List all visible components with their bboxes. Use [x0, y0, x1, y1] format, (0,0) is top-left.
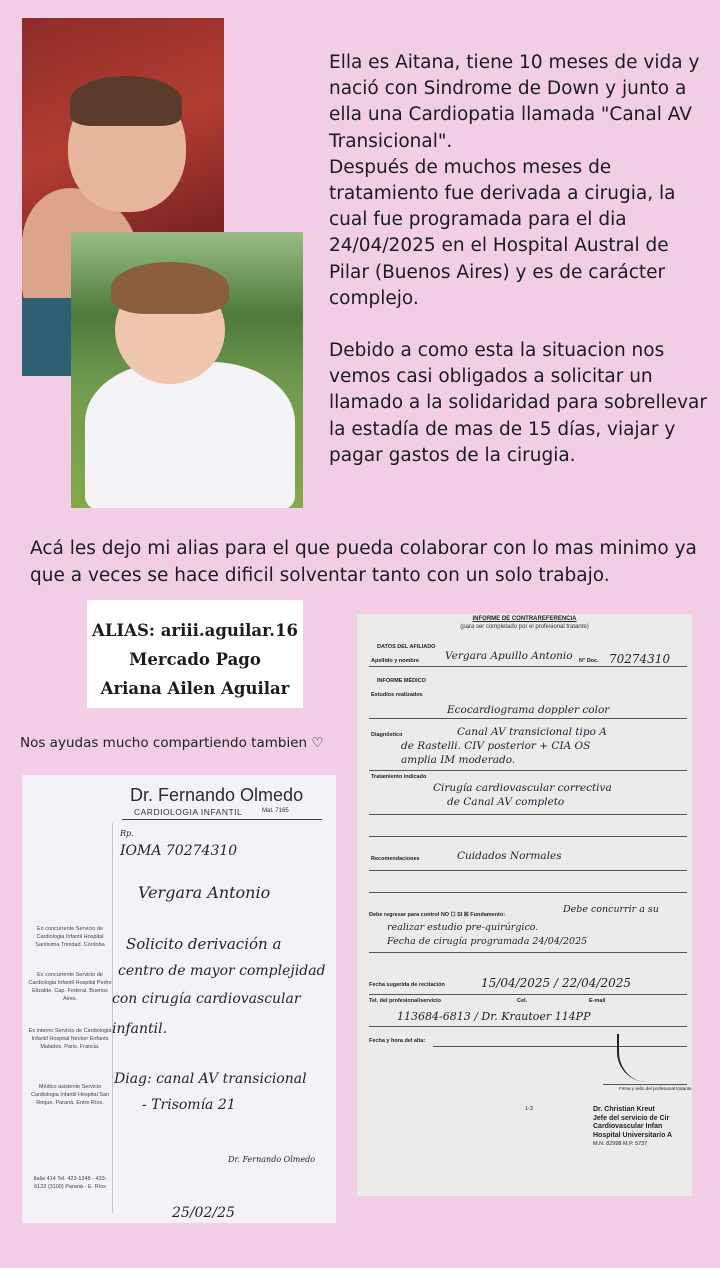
- rx-patient: Vergara Antonio: [138, 883, 271, 902]
- header-rule: [122, 819, 322, 820]
- alias-card: [87, 600, 303, 708]
- label-tratamiento: Tratamiento indicado: [371, 774, 427, 780]
- rx-diagnosis: Diag: canal AV transicional: [114, 1071, 307, 1087]
- rx-line: centro de mayor complejidad: [118, 963, 326, 979]
- label-afiliado: DATOS DEL AFILIADO: [377, 644, 436, 650]
- value-recom: Cuidados Normales: [457, 850, 562, 862]
- rx-label: Rp.: [120, 829, 134, 838]
- value-diag: de Rastelli. CIV posterior + CIA OS: [401, 740, 591, 752]
- value-fechas: 15/04/2025 / 22/04/2025: [481, 976, 631, 990]
- alias-value: ALIAS: ariii.aguilar.16: [92, 621, 298, 640]
- value-tel: 113684-6813 / Dr. Krautoer 114PP: [397, 1010, 591, 1023]
- share-text: Nos ayudas mucho compartiendo tambien ♡: [20, 735, 324, 751]
- signature-mark: [617, 1034, 687, 1082]
- page-number: 1-3: [525, 1106, 533, 1112]
- prescription-doctor: Dr. Fernando Olmedo: [130, 785, 304, 805]
- prescription-matricula: Mat. 7165: [262, 808, 289, 814]
- side-note: Médico asistente Servicio Cardiologia Infantil Hospital San Roque. Paraná. Entre Ríos.: [30, 1084, 110, 1106]
- label-estudios: Estudios realizados: [371, 692, 423, 698]
- prescription-document: [22, 775, 336, 1223]
- label-email: E-mail: [589, 998, 606, 1004]
- rx-line: Solicito derivación a: [126, 935, 282, 953]
- doctor-stamp: Dr. Christian Kreut Jefe del servicio de Cir Cardiovascular Infan Hospital Universitario A M.N. 82998 M.P. 5737: [593, 1106, 673, 1147]
- referral-subtitle: (para ser completado por el profesional tratante): [460, 624, 589, 630]
- collab-text: Acá les dejo mi alias para el que pueda colaborar con lo mas minimo ya que a veces se hace dificil solventar tanto con un solo trabajo.: [30, 538, 697, 586]
- referral-title: INFORME DE CONTRAREFERENCIA: [472, 616, 577, 622]
- label-cel: Cel.: [517, 998, 528, 1004]
- baby-photo-2: [71, 232, 303, 508]
- alias-bank: Mercado Pago: [129, 650, 261, 669]
- side-note: En concurrente Servicio de Cardiologia Infantil Hospital Santisima Trinidad. Córdoba: [35, 926, 105, 948]
- label-informe: INFORME MÉDICO: [377, 678, 426, 684]
- label-diagnostico: Diagnóstico: [371, 732, 403, 738]
- rx-diagnosis: - Trisomía 21: [142, 1097, 236, 1113]
- value-trat: Cirugía cardiovascular correctiva: [433, 782, 612, 794]
- label-doc: N° Doc.: [579, 658, 599, 664]
- value-nombre: Vergara Apuillo Antonio: [445, 650, 573, 662]
- label-firma: Firma y sello del profesional tratante: [619, 1086, 692, 1091]
- value-trat: de Canal AV completo: [447, 796, 565, 808]
- rx-line: con cirugía cardiovascular: [112, 991, 301, 1007]
- rx-ioma: IOMA 70274310: [120, 843, 238, 859]
- side-note: Ex concurrente Servicio de Cardiologia Infantil Hospital Pedro Elizalde. Cap. Federal. Buenos Aires.: [28, 972, 112, 1002]
- label-fecha-hora: Fecha y hora del alta:: [369, 1038, 426, 1044]
- intro-paragraph-2: Debido a como esta la situacion nos vemos casi obligados a solicitar un llamado a la solidaridad para sobrellevar la estadía de mas de 15 días, viajar y pagar gastos de la cirugia.: [329, 340, 707, 466]
- value-fund: realizar estudio pre-quirúrgico.: [387, 922, 539, 933]
- side-address: Italia 414 Tel. 423-1348 - 433-6132 (3100) Paraná - E. Ríos: [33, 1176, 107, 1190]
- prescription-specialty: CARDIOLOGIA INFANTIL: [134, 807, 243, 817]
- side-note: Ex interno Servicio de Cardiologia Infantil Hospital Necker Enfants Malades. Paris. Francia.: [28, 1028, 112, 1050]
- value-diag: Canal AV transicional tipo A: [457, 726, 607, 738]
- value-fund: Debe concurrir a su: [563, 904, 659, 915]
- referral-form: [357, 614, 692, 1196]
- intro-text: [329, 50, 714, 469]
- rx-signature: Dr. Fernando Olmedo: [228, 1155, 316, 1164]
- rx-line: infantil.: [112, 1021, 168, 1037]
- value-fund: Fecha de cirugía programada 24/04/2025: [387, 936, 588, 947]
- margin-line: [112, 823, 113, 1213]
- value-estudios: Ecocardiograma doppler color: [447, 704, 610, 716]
- intro-paragraph-1: Ella es Aitana, tiene 10 meses de vida y nació con Sindrome de Down y junto a ella una Cardiopatia llamada "Canal AV Transicional". Después de muchos meses de tratamiento fue derivada a cirugia, la cual fue programada para el dia 24/04/2025 en el Hospital Austral de Pilar (Buenos Aires) y es de carácter complejo.: [329, 52, 700, 309]
- label-nombre: Apellido y nombre: [371, 658, 419, 664]
- label-regresar: Debe regresar para control NO ☐ SI ☒ Fundamento:: [369, 912, 506, 918]
- alias-holder: Ariana Ailen Aguilar: [100, 679, 290, 698]
- value-doc: 70274310: [609, 652, 671, 666]
- label-tel: Tel. del profesional/servicio: [369, 998, 442, 1004]
- rx-date: 25/02/25: [172, 1205, 235, 1221]
- label-recomendaciones: Recomendaciones: [371, 856, 420, 862]
- value-diag: amplia IM moderado.: [401, 754, 516, 766]
- label-fecha-rec: Fecha sugerida de recitación: [369, 982, 445, 988]
